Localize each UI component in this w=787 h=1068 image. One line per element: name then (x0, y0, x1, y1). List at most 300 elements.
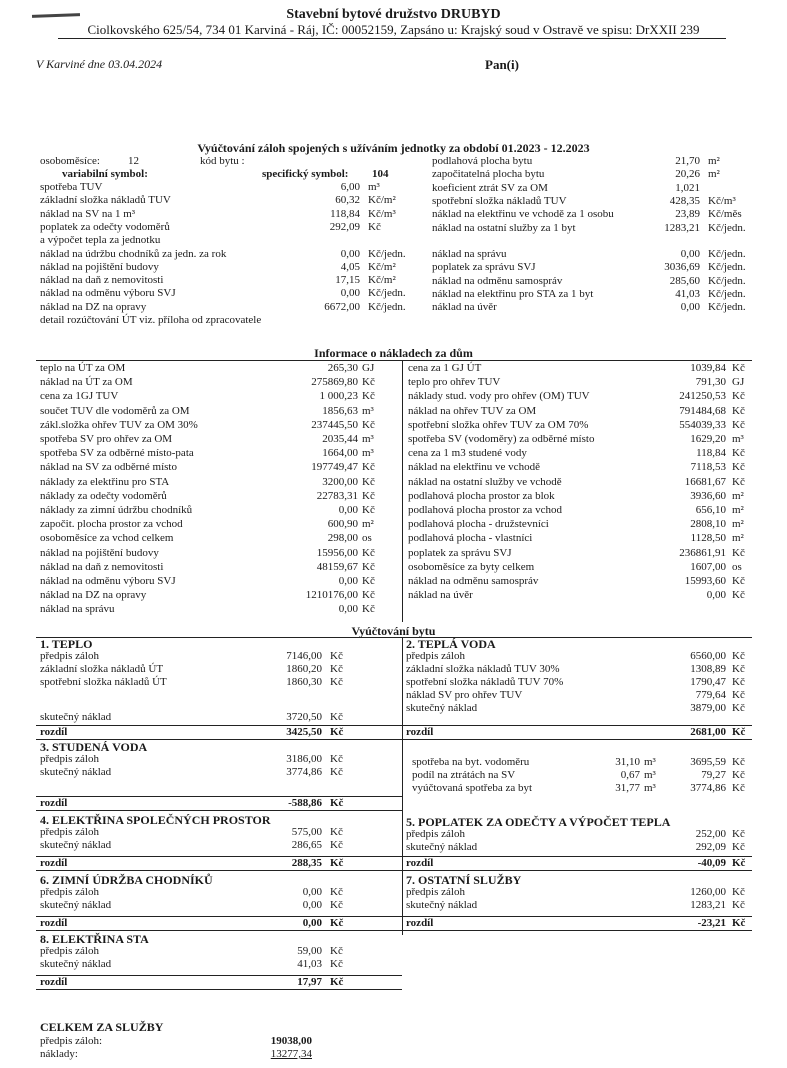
unit: Kč (362, 575, 375, 587)
value: 275869,80 (311, 376, 358, 389)
value: 779,64 (695, 689, 726, 701)
unit: Kč (732, 546, 745, 559)
value: 3036,69 (664, 261, 700, 274)
value: 288,35 (291, 857, 322, 869)
cost-row (0, 575, 787, 588)
value: 118,84 (330, 207, 360, 220)
value: 15993,60 (684, 575, 726, 587)
value: 3186,00 (286, 753, 322, 765)
unit: m² (732, 504, 744, 516)
value: 554039,33 (679, 418, 726, 431)
unit: m² (732, 532, 744, 545)
value: 0,00 (340, 247, 360, 260)
unit: Kč (732, 702, 745, 714)
diff-row (0, 797, 787, 810)
info-row (0, 222, 787, 235)
unit: Kč (330, 753, 343, 765)
section-rule (402, 930, 752, 931)
label: skutečný náklad (40, 839, 112, 851)
unit: Kč (732, 841, 745, 853)
section-rule (36, 989, 402, 990)
diff-row (0, 976, 787, 989)
section-title: 3. STUDENÁ VODA (40, 740, 148, 754)
unit: Kč (330, 886, 343, 898)
label: rozdíl (40, 726, 68, 738)
value: 21,70 (675, 155, 700, 167)
label: náklady za zimní údržbu chodníků (40, 504, 193, 516)
billing-top-rule (36, 637, 752, 638)
billing-row (0, 958, 787, 971)
value: 7146,00 (286, 650, 322, 662)
label: osoboměsíce za vchod celkem (40, 532, 174, 545)
unit: Kč/m² (368, 260, 396, 273)
value: 0,00 (302, 917, 322, 929)
unit: GJ (732, 376, 745, 389)
cost-row (0, 589, 787, 602)
label: skutečný náklad (406, 702, 478, 714)
label: podlahová plocha prostor za vchod (408, 504, 562, 516)
unit: Kč (732, 575, 745, 587)
label: rozdíl (406, 726, 434, 738)
label: náklad na úvěr (432, 301, 497, 314)
value: 0,00 (338, 575, 358, 587)
label: skutečný náklad (406, 841, 478, 853)
unit: m³ (362, 404, 374, 417)
unit: Kč (330, 958, 343, 970)
value: -588,86 (288, 797, 322, 809)
label: náklad na ÚT za OM (40, 376, 133, 389)
unit: Kč (330, 766, 343, 778)
value: 22783,31 (316, 489, 358, 502)
value: 0,00 (680, 301, 700, 314)
value: 600,90 (327, 518, 358, 531)
value: 0,00 (706, 589, 726, 602)
unit: Kč (330, 663, 343, 675)
label: rozdíl (40, 976, 68, 988)
value: 575,00 (291, 826, 322, 838)
cost-row (0, 504, 787, 517)
info-row (0, 261, 787, 274)
value: 1283,21 (690, 899, 726, 911)
amount: 31,77 (615, 782, 640, 794)
value: 6672,00 (324, 300, 360, 313)
label: náklad na pojištění budovy (40, 260, 159, 273)
section-title: 5. POPLATEK ZA ODEČTY A VÝPOČET TEPLA (406, 815, 671, 829)
cost-row (0, 405, 787, 418)
value: -23,21 (697, 917, 726, 929)
cost-row (0, 518, 787, 531)
value: 48159,67 (316, 560, 358, 573)
label: předpis záloh: (40, 1035, 103, 1047)
value: 292,09 (695, 841, 726, 853)
value: 3425,50 (286, 726, 322, 738)
value: 1629,20 (690, 433, 726, 445)
value: 1860,30 (286, 676, 322, 688)
label: cena za 1 GJ ÚT (408, 362, 482, 374)
label: podlahová plocha bytu (432, 155, 533, 167)
info-row (0, 288, 787, 301)
value: 0,00 (338, 504, 358, 516)
value: 197749,47 (311, 461, 358, 474)
osobomesice-value: 12 (128, 155, 139, 167)
label: započitatelná plocha bytu (432, 168, 545, 181)
value: 298,00 (327, 532, 358, 545)
value: 20,26 (675, 168, 700, 181)
unit: Kč (362, 504, 375, 516)
org-name: Stavební bytové družstvo DRUBYD (286, 7, 501, 22)
value: 2035,44 (322, 433, 358, 445)
unit: Kč (732, 404, 745, 417)
label: základní složka nákladů TUV 30% (406, 663, 560, 675)
value: 6,00 (340, 181, 360, 193)
label: podlahová plocha prostor za blok (408, 489, 555, 502)
unit: Kč (732, 461, 745, 474)
label: teplo pro ohřev TUV (408, 376, 501, 389)
billing-row (0, 676, 787, 689)
value: 60,32 (335, 194, 360, 207)
cost-row (0, 461, 787, 474)
value: 1283,21 (664, 221, 700, 234)
kod-label: kód bytu : (200, 155, 245, 167)
unit: Kč (732, 447, 745, 460)
label: poplatek za správu SVJ (432, 261, 536, 274)
unit: m³ (362, 433, 374, 445)
unit: Kč/jedn. (708, 221, 746, 234)
value: 791,30 (695, 376, 726, 389)
unit: Kč (330, 899, 343, 911)
label: spotřební složka nákladů TUV (432, 194, 567, 207)
label: předpis záloh (40, 945, 99, 957)
unit: Kč/jedn. (368, 287, 406, 300)
value: 16681,67 (684, 475, 726, 488)
value: 292,09 (329, 220, 360, 233)
unit: Kč (732, 663, 745, 675)
label: předpis záloh (40, 753, 99, 765)
addressee: Pan(i) (485, 57, 519, 72)
org-address: Ciolkovského 625/54, 734 01 Karviná - Ráj, IČ: 00052159, Zapsáno u: Krajský soud v Ostravě ve spisu: DrXXII 239 (87, 22, 700, 37)
unit: Kč/jedn. (368, 300, 406, 313)
section-title: 4. ELEKTŘINA SPOLEČNÝCH PROSTOR (40, 813, 271, 827)
label: rozdíl (40, 857, 68, 869)
place-date: V Karviné dne 03.04.2024 (36, 57, 163, 71)
unit: Kč (330, 676, 343, 688)
unit: m³ (644, 769, 656, 781)
unit: Kč (362, 546, 375, 559)
unit: Kč (732, 917, 746, 929)
unit: Kč (732, 828, 745, 840)
section-rule (36, 810, 402, 811)
value: -40,09 (697, 857, 726, 869)
unit: Kč (362, 589, 375, 602)
unit: m² (708, 168, 720, 181)
unit: Kč (732, 857, 746, 869)
unit: Kč (330, 857, 344, 869)
label: náklady: (40, 1048, 78, 1060)
value: 791484,68 (679, 404, 726, 417)
unit: Kč (732, 362, 745, 374)
value: 1790,47 (690, 676, 726, 688)
unit: Kč/jedn. (708, 248, 746, 261)
value: 19038,00 (270, 1035, 312, 1047)
value: 7118,53 (690, 461, 726, 474)
label: spotřeba SV (vodoměry) za odběrné místo (408, 433, 595, 445)
value: 3720,50 (286, 711, 322, 723)
value: 2808,10 (690, 518, 726, 531)
value: 0,00 (338, 603, 358, 616)
label: koeficient ztrát SV za OM (432, 181, 548, 194)
cost-row (0, 419, 787, 432)
label: náklad na úvěr (408, 589, 473, 602)
unit: Kč (362, 560, 375, 573)
info-row (0, 182, 787, 195)
value: 0,00 (302, 886, 322, 898)
label: detail rozúčtování ÚT viz. příloha od zpracovatele (40, 314, 262, 326)
value: 13277,34 (270, 1048, 312, 1060)
unit: Kč/m² (368, 194, 396, 207)
label: spotřební složka nákladů ÚT (40, 676, 167, 688)
value: 3200,00 (322, 475, 358, 488)
label: náklady za odečty vodoměrů (40, 489, 167, 502)
unit: Kč (732, 886, 745, 898)
unit: Kč/jedn. (708, 261, 746, 274)
value: 118,84 (696, 447, 726, 460)
value: 41,03 (297, 958, 322, 970)
label: náklad SV pro ohřev TUV (406, 689, 523, 701)
info-row (0, 301, 787, 314)
value: 4,05 (340, 260, 360, 273)
value: 1856,63 (322, 404, 358, 417)
label: spotřeba TUV (40, 181, 103, 193)
label: skutečný náklad (40, 711, 112, 723)
label: podíl na ztrátách na SV (412, 769, 516, 781)
value: 2681,00 (690, 726, 726, 738)
label: rozdíl (406, 857, 434, 869)
cost-row (0, 362, 787, 375)
label: předpis záloh (40, 650, 99, 662)
label: poplatek za správu SVJ (408, 546, 512, 559)
value: 237445,50 (311, 418, 358, 431)
value: 1664,00 (322, 447, 358, 460)
label: náklady za elektřinu pro STA (40, 475, 170, 488)
unit: m³ (368, 181, 380, 193)
label: předpis záloh (40, 826, 99, 838)
unit: Kč (362, 376, 375, 389)
billing-row (0, 650, 787, 663)
cost-row (0, 490, 787, 503)
cost-row (0, 603, 787, 616)
value: 17,97 (297, 976, 322, 988)
value: 1039,84 (690, 362, 726, 374)
value: 236861,91 (679, 546, 726, 559)
billing-row (0, 828, 787, 841)
total-row (0, 1048, 787, 1061)
water-row (0, 756, 787, 769)
value: 285,60 (669, 274, 700, 287)
info-row (0, 235, 787, 248)
unit: Kč (732, 589, 745, 602)
section-title: 7. OSTATNÍ SLUŽBY (406, 873, 522, 887)
label: rozdíl (40, 917, 68, 929)
label: náklad na daň z nemovitosti (40, 560, 164, 573)
unit: Kč/jedn. (708, 301, 746, 314)
value: 6560,00 (690, 650, 726, 662)
billing-row (0, 899, 787, 912)
value: 79,27 (701, 769, 726, 781)
diff-row (0, 917, 787, 930)
info-row (0, 275, 787, 288)
value: 3774,86 (286, 766, 322, 778)
section-title: 1. TEPLO (40, 637, 93, 651)
unit: m³ (732, 433, 744, 445)
label: cena za 1 m3 studené vody (408, 447, 527, 460)
osobomesice-label: osoboměsíce: (40, 155, 100, 167)
unit: Kč (732, 769, 745, 781)
unit: m³ (644, 782, 656, 794)
label: náklad na elektřinu pro STA za 1 byt (432, 288, 594, 300)
label: náklad na DZ na opravy (40, 300, 147, 313)
value: 1860,20 (286, 663, 322, 675)
unit: Kč (330, 797, 344, 809)
info-row (0, 195, 787, 208)
label: náklad na elektřinu ve vchodě (408, 461, 540, 474)
section-title: 6. ZIMNÍ ÚDRŽBA CHODNÍKŮ (40, 873, 213, 887)
value: 3936,60 (690, 489, 726, 502)
section-rule (402, 739, 752, 740)
unit: Kč (330, 839, 343, 851)
cost-row (0, 376, 787, 389)
label: spotřeba SV pro ohřev za OM (40, 433, 173, 445)
diff-row (0, 857, 787, 870)
label: náklad na ostatní služby za 1 byt (432, 221, 576, 234)
water-row (0, 769, 787, 782)
value: 1210176,00 (305, 589, 358, 602)
unit: Kč (330, 917, 344, 929)
cost-row (0, 547, 787, 560)
section-title: 2. TEPLÁ VODA (406, 637, 496, 651)
unit: Kč (732, 726, 746, 738)
cost-row (0, 561, 787, 574)
unit: m³ (644, 756, 656, 768)
label: podlahová plocha - družstevníci (408, 518, 549, 531)
amount: 0,67 (620, 769, 640, 781)
unit: GJ (362, 362, 375, 374)
header-divider (58, 38, 726, 39)
unit: Kč/jedn. (708, 288, 746, 300)
costs-top-rule (36, 360, 752, 361)
info-row (0, 314, 787, 327)
label: podlahová plocha - vlastníci (408, 532, 533, 545)
label: skutečný náklad (40, 958, 112, 970)
costs-title: Informace o nákladech za dům (314, 346, 473, 360)
label: předpis záloh (40, 886, 99, 898)
value: 265,30 (327, 362, 358, 374)
unit: Kč/měs (708, 208, 742, 221)
label: náklad na správu (40, 603, 115, 616)
total-row (0, 1035, 787, 1048)
spec-symbol-label: specifický symbol: (262, 168, 349, 180)
unit: Kč (330, 945, 343, 957)
unit: Kč/jedn. (708, 274, 746, 287)
unit: Kč (362, 461, 375, 474)
unit: m³ (362, 447, 374, 460)
billing-row (0, 689, 787, 702)
unit: Kč/jedn. (368, 247, 406, 260)
label: skutečný náklad (40, 766, 112, 778)
unit: os (732, 560, 742, 573)
unit: Kč/m³ (708, 194, 736, 207)
unit: Kč (732, 676, 745, 688)
value: 1308,89 (690, 663, 726, 675)
cost-row (0, 532, 787, 545)
label: spotřební složka nákladů TUV 70% (406, 676, 564, 688)
label: náklad na ohřev TUV za OM (408, 404, 537, 417)
value: 656,10 (695, 504, 726, 516)
unit: m² (732, 489, 744, 502)
unit: Kč (732, 418, 745, 431)
unit: m² (362, 518, 374, 531)
unit: Kč (362, 475, 375, 488)
value: 252,00 (695, 828, 726, 840)
label: náklad na elektřinu ve vchodě za 1 osobu (432, 208, 614, 221)
value: 41,03 (675, 288, 700, 300)
cost-row (0, 447, 787, 460)
billing-row (0, 663, 787, 676)
unit: Kč (330, 726, 344, 738)
label: a výpočet tepla za jednotku (40, 234, 161, 247)
unit: Kč (330, 650, 343, 662)
unit: m² (708, 155, 720, 167)
value: 1128,50 (690, 532, 726, 545)
info-row (0, 248, 787, 261)
value: 0,00 (680, 248, 700, 261)
billing-row (0, 945, 787, 958)
value: 428,35 (669, 194, 700, 207)
section-rule (36, 930, 402, 931)
unit: Kč (330, 976, 344, 988)
label: náklad na odměnu výboru SVJ (40, 287, 176, 300)
unit: Kč (732, 689, 745, 701)
value: 3695,59 (690, 756, 726, 768)
unit: Kč (732, 650, 745, 662)
label: vyúčtovaná spotřeba za byt (412, 782, 533, 794)
label: náklad na odměnu výboru SVJ (40, 575, 176, 587)
info-row (0, 168, 787, 181)
label: poplatek za odečty vodoměrů (40, 220, 170, 233)
unit: Kč (732, 782, 745, 794)
unit: Kč (732, 390, 745, 403)
unit: Kč (362, 603, 375, 616)
value: 59,00 (297, 945, 322, 957)
unit: Kč (368, 220, 381, 233)
unit: Kč (732, 899, 745, 911)
label: náklad na odměnu samospráv (408, 575, 539, 587)
label: náklad na pojištění budovy (40, 546, 159, 559)
unit: Kč (362, 390, 375, 403)
value: 1260,00 (690, 886, 726, 898)
cost-row (0, 476, 787, 489)
value: 3774,86 (690, 782, 726, 794)
section-rule (402, 870, 752, 871)
unit: Kč (330, 711, 343, 723)
label: předpis záloh (406, 886, 465, 898)
billing-row (0, 841, 787, 854)
spec-symbol-value: 104 (372, 168, 389, 180)
amount: 31,10 (615, 756, 640, 768)
value: 3879,00 (690, 702, 726, 714)
unit: Kč (330, 826, 343, 838)
unit: m² (732, 518, 744, 531)
section-title: 8. ELEKTŘINA STA (40, 932, 149, 946)
